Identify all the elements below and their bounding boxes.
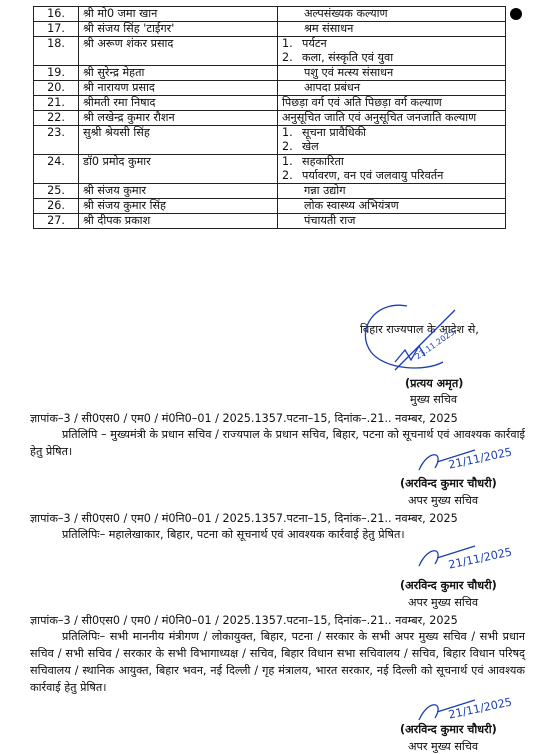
- signer-title: अपर मुख्य सचिव: [408, 596, 479, 609]
- signer-title: अपर मुख्य सचिव: [408, 740, 479, 753]
- memo-ref: ज्ञापांक–3 / सी0एस0 / एम0 / मं0नि0–01 / 2025.1357.पटना–15, दिनांक–.21.. नवम्बर, 2025: [30, 412, 458, 425]
- portfolio-cell: [278, 214, 506, 229]
- portfolio-item: अनुसूचित जाति एवं अनुसूचित जनजाति कल्याण: [282, 111, 477, 124]
- table-row: [34, 22, 506, 37]
- table-row: [34, 199, 506, 214]
- initials-date: 21/11/2025: [447, 695, 514, 722]
- table-row: [34, 126, 506, 155]
- minister-name: श्री संजय सिंह 'टाईगर': [79, 22, 278, 37]
- minister-name: श्री नारायण प्रसाद: [79, 81, 278, 96]
- minister-name: श्री दीपक प्रकाश: [79, 214, 278, 229]
- memo-ref: ज्ञापांक–3 / सी0एस0 / एम0 / मं0नि0–01 / 2025.1357.पटना–15, दिनांक–.21.. नवम्बर, 2025: [30, 614, 458, 627]
- serial-number: 27.: [34, 214, 79, 229]
- serial-number: 16.: [34, 7, 79, 22]
- portfolio-cell: [278, 7, 506, 22]
- serial-number: 21.: [34, 96, 79, 111]
- portfolio-cell: 1. पर्यटन 2. कला, संस्कृति एवं युवा: [278, 37, 506, 66]
- minister-name: श्री लखेन्द्र कुमार रौशन: [79, 111, 278, 126]
- signer-name: (अरविन्द कुमार चौधरी): [400, 579, 497, 592]
- portfolio-table: [33, 6, 506, 229]
- portfolio-item: पशु एवं मत्स्य संसाधन: [304, 66, 394, 79]
- serial-number: 18.: [34, 37, 79, 66]
- signatory-name: (प्रत्यय अमृत): [405, 377, 464, 390]
- portfolio-item: आपदा प्रबंधन: [304, 81, 361, 94]
- memo-text: प्रतिलिपि – मुख्यमंत्री के प्रधान सचिव / राज्यपाल के प्रधान सचिव, बिहार, पटना को सूचनार्थ एवं आवश्यक कार्रवाई हेतु प्रेषित।: [30, 428, 525, 458]
- memo-ref: ज्ञापांक–3 / सी0एस0 / एम0 / मं0नि0–01 / 2025.1357.पटना–15, दिनांक–.21.. नवम्बर, 2025: [30, 512, 458, 525]
- portfolio-item: सूचना प्रावैधिकी: [302, 126, 367, 139]
- memo-text: प्रतिलिपिः– महालेखाकार, बिहार, पटना को सूचनार्थ एवं आवश्यक कार्रवाई हेतु प्रेषित।: [62, 528, 405, 541]
- minister-name: सुश्री श्रेयसी सिंह: [79, 126, 278, 155]
- order-line: बिहार राज्यपाल के आदेश से,: [360, 323, 479, 336]
- minister-name: श्री मो0 जमा खान: [79, 7, 278, 22]
- table-row: [34, 111, 506, 126]
- minister-name: श्रीमती रमा निषाद: [79, 96, 278, 111]
- serial-number: 17.: [34, 22, 79, 37]
- portfolio-cell: [278, 66, 506, 81]
- signer-title: अपर मुख्य सचिव: [408, 494, 479, 507]
- portfolio-cell: [278, 96, 506, 111]
- portfolio-item: श्रम संसाधन: [304, 22, 354, 35]
- memo-text: प्रतिलिपिः– सभी माननीय मंत्रीगण / लोकायुक्त, बिहार, पटना / सरकार के सभी अपर मुख्य सचिव / सभी प्रधान सचिव / सभी सचिव / सरकार के सभी विभागाध्यक्ष / सचिव, बिहार विधान सभा सचिवालय / सचिव, बिहार विधान परिषद् सचिवालय / स्थानिक आयुक्त, बिहार भवन, नई दिल्ली / गृह मंत्रालय, भारत सरकार, नई दिल्ली को सूचनार्थ एवं आवश्यक कार्रवाई हेतु प्रेषित।: [30, 630, 525, 694]
- portfolio-item: पर्यटन: [302, 37, 327, 50]
- portfolio-cell: [278, 81, 506, 96]
- serial-number: 19.: [34, 66, 79, 81]
- portfolio-item: खेल: [302, 140, 319, 153]
- signer-name: (अरविन्द कुमार चौधरी): [400, 477, 497, 490]
- table-row: [34, 81, 506, 96]
- portfolio-item: गन्ना उद्योग: [304, 184, 346, 197]
- initials-date: 21/11/2025: [447, 545, 514, 572]
- table-row: [34, 184, 506, 199]
- portfolio-item: पर्यावरण, वन एवं जलवायु परिवर्तन: [302, 169, 444, 182]
- minister-name: डॉ0 प्रमोद कुमार: [79, 155, 278, 184]
- minister-name: श्री अरूण शंकर प्रसाद: [79, 37, 278, 66]
- signatory-stamp-date: 23.11.2025: [413, 327, 457, 362]
- punch-hole-dot: [510, 8, 522, 20]
- portfolio-item: लोक स्वास्थ्य अभियंत्रण: [304, 199, 399, 212]
- table-row: [34, 66, 506, 81]
- portfolio-cell: [278, 199, 506, 214]
- signatory-title: मुख्य सचिव: [410, 393, 458, 406]
- portfolio-item: कला, संस्कृति एवं युवा: [302, 51, 394, 64]
- table-row: [34, 155, 506, 184]
- serial-number: 23.: [34, 126, 79, 155]
- serial-number: 26.: [34, 199, 79, 214]
- initials-date: 21/11/2025: [447, 445, 514, 472]
- portfolio-item: सहकारिता: [302, 155, 344, 168]
- table-row: [34, 7, 506, 22]
- minister-name: श्री संजय कुमार सिंह: [79, 199, 278, 214]
- minister-name: श्री सुरेन्द्र मेहता: [79, 66, 278, 81]
- serial-number: 20.: [34, 81, 79, 96]
- portfolio-cell: [278, 22, 506, 37]
- portfolio-cell: 1. सहकारिता 2. पर्यावरण, वन एवं जलवायु परिवर्तन: [278, 155, 506, 184]
- minister-name: श्री संजय कुमार: [79, 184, 278, 199]
- serial-number: 25.: [34, 184, 79, 199]
- signer-name: (अरविन्द कुमार चौधरी): [400, 723, 497, 736]
- table-row: [34, 37, 506, 66]
- portfolio-item: अल्पसंख्यक कल्याण: [304, 7, 388, 20]
- portfolio-cell: [278, 184, 506, 199]
- portfolio-cell: [278, 111, 506, 126]
- portfolio-item: पंचायती राज: [304, 214, 356, 227]
- serial-number: 24.: [34, 155, 79, 184]
- serial-number: 22.: [34, 111, 79, 126]
- table-row: [34, 214, 506, 229]
- table-row: [34, 96, 506, 111]
- portfolio-item: पिछड़ा वर्ग एवं अति पिछड़ा वर्ग कल्याण: [282, 96, 442, 109]
- portfolio-cell: 1. सूचना प्रावैधिकी 2. खेल: [278, 126, 506, 155]
